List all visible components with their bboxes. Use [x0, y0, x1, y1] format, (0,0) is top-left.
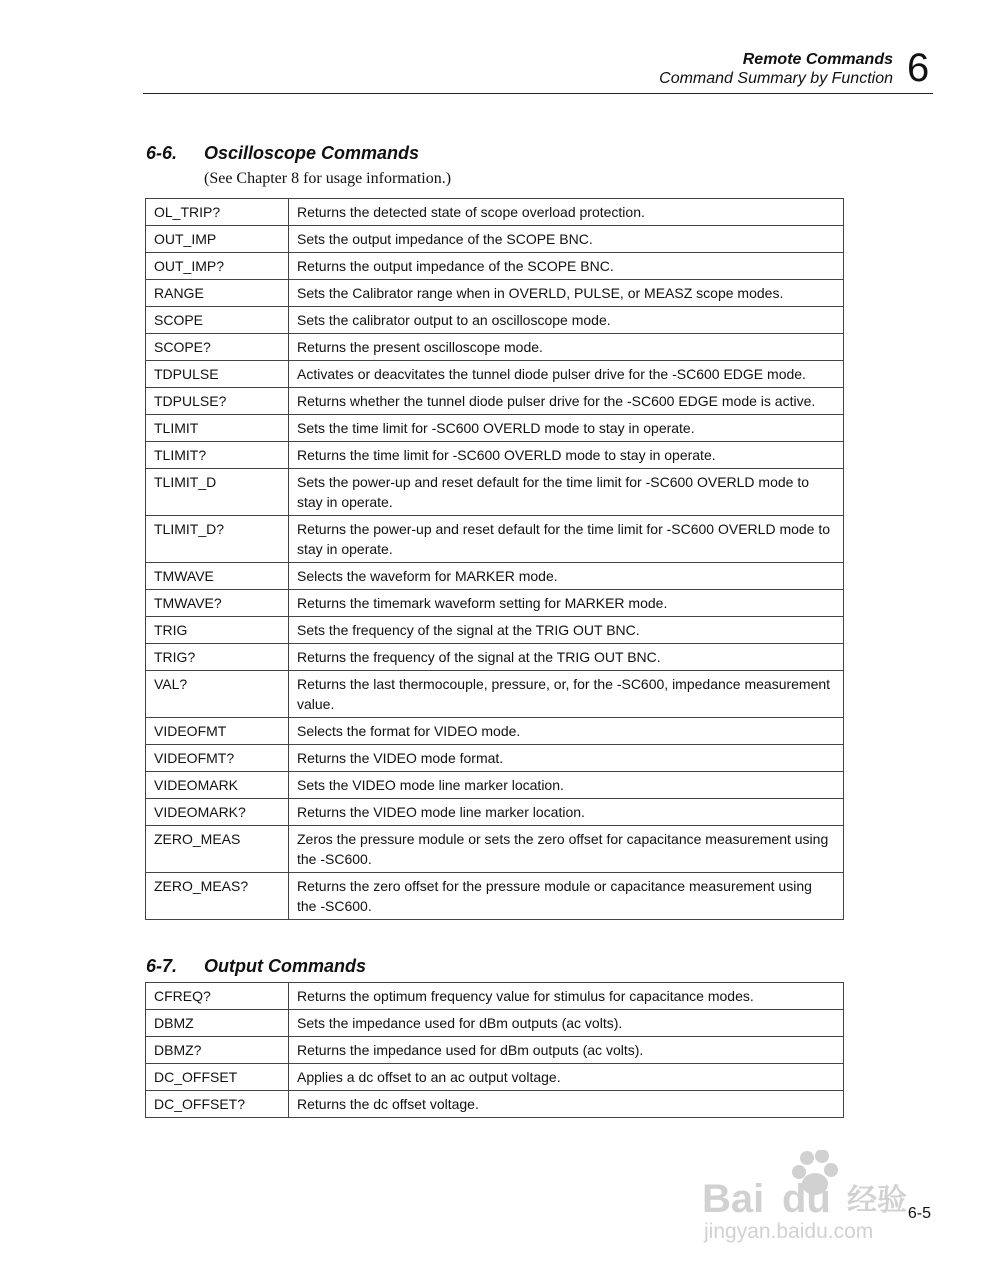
table-row: [146, 253, 844, 280]
command-description: Returns whether the tunnel diode pulser drive for the -SC600 EDGE mode is active.: [289, 388, 844, 415]
command-description: Zeros the pressure module or sets the zero offset for capacitance measurement using the -SC600.: [289, 826, 844, 873]
table-row: [146, 307, 844, 334]
table-row: [146, 873, 844, 920]
table-row: [146, 799, 844, 826]
command-description: Returns the output impedance of the SCOPE BNC.: [289, 253, 844, 280]
command-name: DC_OFFSET?: [146, 1091, 289, 1118]
command-name: OUT_IMP?: [146, 253, 289, 280]
table-row: [146, 1037, 844, 1064]
table-row: [146, 671, 844, 718]
command-name: TLIMIT: [146, 415, 289, 442]
command-name: TLIMIT?: [146, 442, 289, 469]
command-description: Selects the waveform for MARKER mode.: [289, 563, 844, 590]
table-row: [146, 280, 844, 307]
command-name: TRIG: [146, 617, 289, 644]
command-description: Returns the power-up and reset default for the time limit for -SC600 OVERLD mode to stay in operate.: [289, 516, 844, 563]
command-description: Activates or deacvitates the tunnel diode pulser drive for the -SC600 EDGE mode.: [289, 361, 844, 388]
command-description: Sets the Calibrator range when in OVERLD, PULSE, or MEASZ scope modes.: [289, 280, 844, 307]
command-name: VIDEOFMT?: [146, 745, 289, 772]
table-row: [146, 826, 844, 873]
command-name: RANGE: [146, 280, 289, 307]
table-row: [146, 199, 844, 226]
command-name: ZERO_MEAS?: [146, 873, 289, 920]
table-row: [146, 1010, 844, 1037]
table-row: [146, 745, 844, 772]
section-note: (See Chapter 8 for usage information.): [204, 170, 452, 187]
command-description: Returns the dc offset voltage.: [289, 1091, 844, 1118]
table-row: [146, 415, 844, 442]
output-commands-table: [145, 982, 844, 1118]
table-row: [146, 516, 844, 563]
svg-text:du: du: [782, 1177, 831, 1221]
table-row: [146, 226, 844, 253]
section-number: 6-7.: [146, 956, 178, 976]
command-name: OUT_IMP: [146, 226, 289, 253]
svg-text:经验: 经验: [847, 1183, 907, 1218]
svg-text:Bai: Bai: [702, 1177, 765, 1221]
table-row: [146, 772, 844, 799]
command-description: Sets the VIDEO mode line marker location.: [289, 772, 844, 799]
section-number: 6-6.: [146, 143, 178, 163]
command-name: VIDEOMARK?: [146, 799, 289, 826]
command-description: Returns the frequency of the signal at the TRIG OUT BNC.: [289, 644, 844, 671]
command-description: Returns the impedance used for dBm outputs (ac volts).: [289, 1037, 844, 1064]
section-title-text: Oscilloscope Commands: [204, 143, 420, 163]
command-name: TLIMIT_D: [146, 469, 289, 516]
command-name: TLIMIT_D?: [146, 516, 289, 563]
header-title: Remote Commands: [742, 51, 893, 68]
table-row: [146, 617, 844, 644]
table-row: [146, 469, 844, 516]
command-name: TDPULSE: [146, 361, 289, 388]
command-name: TRIG?: [146, 644, 289, 671]
command-name: OL_TRIP?: [146, 199, 289, 226]
table-row: [146, 1091, 844, 1118]
command-description: Returns the optimum frequency value for stimulus for capacitance modes.: [289, 983, 844, 1010]
command-description: Sets the power-up and reset default for the time limit for -SC600 OVERLD mode to stay in operate.: [289, 469, 844, 516]
running-header: [659, 50, 893, 88]
command-name: SCOPE?: [146, 334, 289, 361]
command-description: Returns the VIDEO mode format.: [289, 745, 844, 772]
command-description: Returns the last thermocouple, pressure, or, for the -SC600, impedance measurement value.: [289, 671, 844, 718]
command-name: VAL?: [146, 671, 289, 718]
section-title-text: Output Commands: [204, 956, 366, 976]
command-name: CFREQ?: [146, 983, 289, 1010]
table-row: [146, 590, 844, 617]
command-name: VIDEOMARK: [146, 772, 289, 799]
oscilloscope-commands-table: [145, 198, 844, 920]
table-row: [146, 442, 844, 469]
command-name: VIDEOFMT: [146, 718, 289, 745]
table-row: [146, 1064, 844, 1091]
command-description: Returns the VIDEO mode line marker location.: [289, 799, 844, 826]
command-description: Sets the time limit for -SC600 OVERLD mode to stay in operate.: [289, 415, 844, 442]
table-row: [146, 388, 844, 415]
command-description: Applies a dc offset to an ac output voltage.: [289, 1064, 844, 1091]
command-name: TDPULSE?: [146, 388, 289, 415]
command-description: Selects the format for VIDEO mode.: [289, 718, 844, 745]
table-row: [146, 361, 844, 388]
command-description: Returns the zero offset for the pressure module or capacitance measurement using the -SC600.: [289, 873, 844, 920]
section-heading-oscilloscope: [146, 143, 419, 164]
table-row: [146, 718, 844, 745]
table-row: [146, 563, 844, 590]
header-divider: [143, 93, 933, 94]
command-description: Sets the frequency of the signal at the TRIG OUT BNC.: [289, 617, 844, 644]
command-description: Returns the detected state of scope overload protection.: [289, 199, 844, 226]
page-number: 6-5: [907, 1205, 931, 1222]
table-row: [146, 644, 844, 671]
command-description: Sets the output impedance of the SCOPE BNC.: [289, 226, 844, 253]
command-name: TMWAVE?: [146, 590, 289, 617]
command-name: TMWAVE: [146, 563, 289, 590]
command-name: ZERO_MEAS: [146, 826, 289, 873]
svg-text:jingyan.baidu.com: jingyan.baidu.com: [704, 1220, 874, 1243]
header-subtitle: Command Summary by Function: [659, 70, 893, 87]
chapter-number: 6: [907, 46, 930, 90]
command-description: Returns the present oscilloscope mode.: [289, 334, 844, 361]
command-description: Returns the timemark waveform setting for MARKER mode.: [289, 590, 844, 617]
table-row: [146, 983, 844, 1010]
command-name: DC_OFFSET: [146, 1064, 289, 1091]
section-heading-output: [146, 956, 366, 977]
command-description: Returns the time limit for -SC600 OVERLD mode to stay in operate.: [289, 442, 844, 469]
command-description: Sets the impedance used for dBm outputs (ac volts).: [289, 1010, 844, 1037]
baidu-watermark-logo: [702, 1150, 932, 1245]
command-name: DBMZ?: [146, 1037, 289, 1064]
command-name: DBMZ: [146, 1010, 289, 1037]
command-name: SCOPE: [146, 307, 289, 334]
table-row: [146, 334, 844, 361]
command-description: Sets the calibrator output to an oscilloscope mode.: [289, 307, 844, 334]
